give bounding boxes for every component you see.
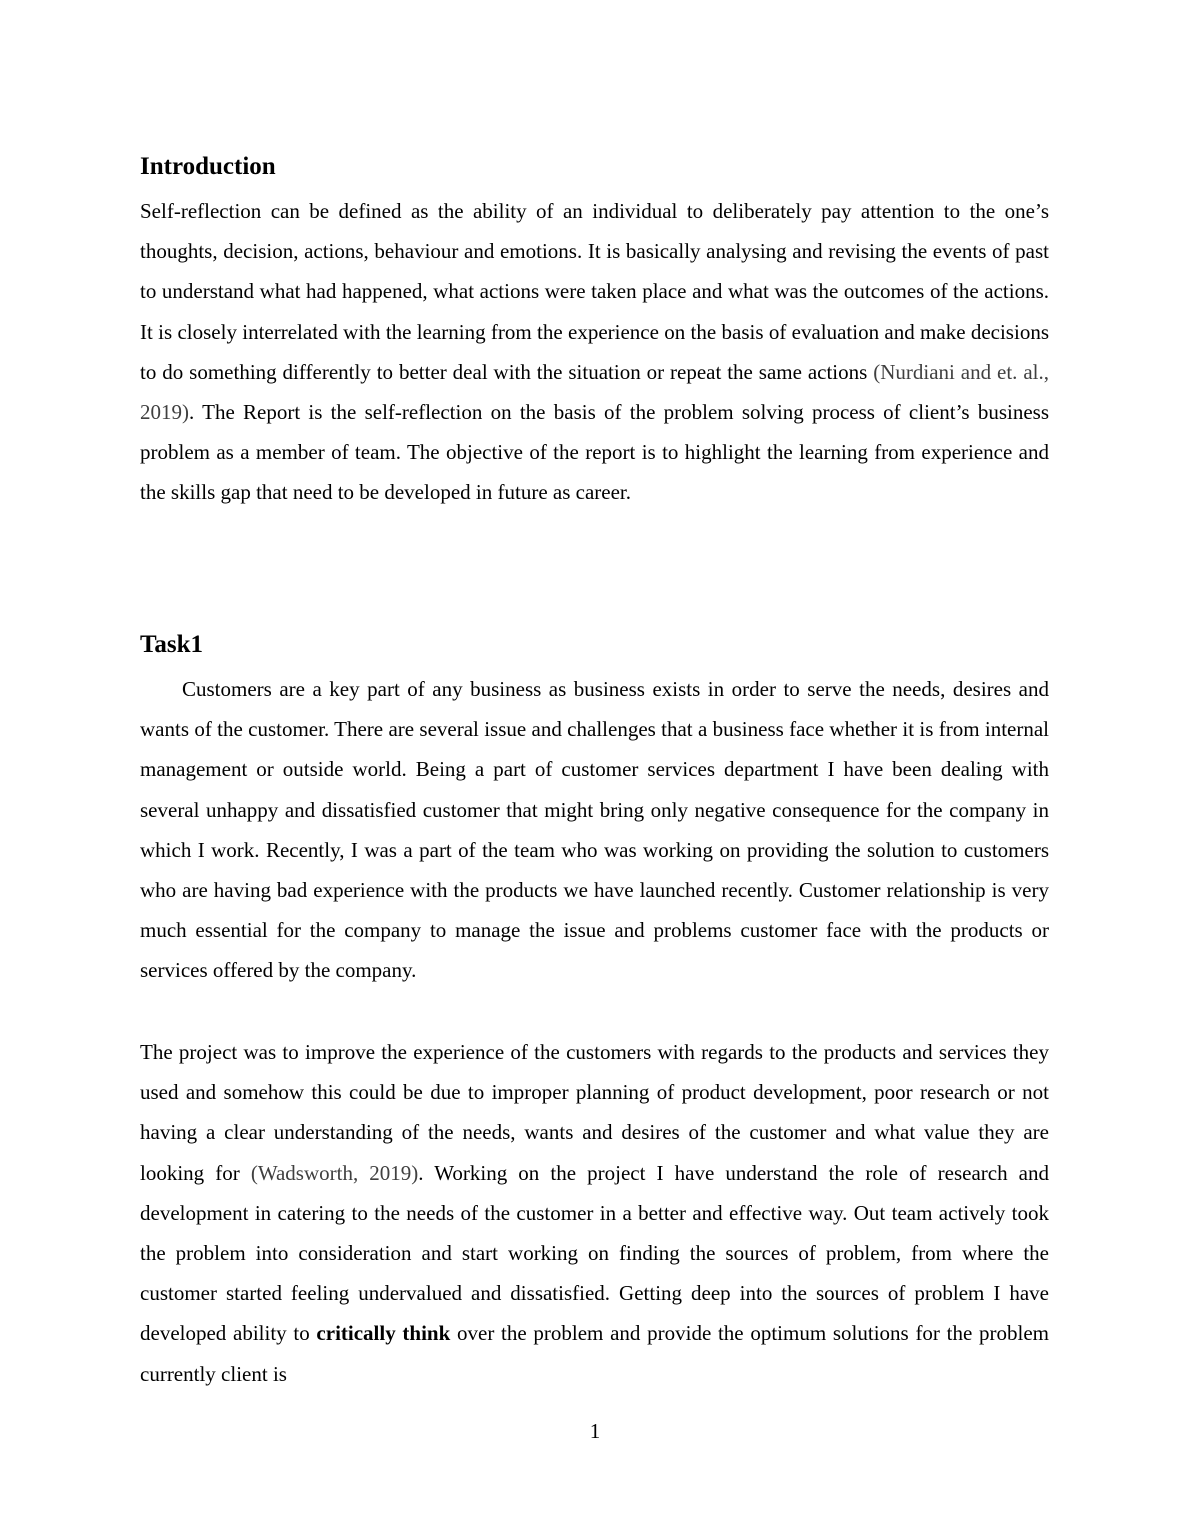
intro-text-end: . The Report is the self-reflection on the basis of the problem solving process of client’s business problem as a member of team. The objective of the report is to highlight the learning from experience and the skills gap that need to be developed in future as career. [140, 400, 1049, 505]
paragraph-task1-project [140, 1032, 1049, 1394]
paragraph-introduction [140, 191, 1049, 513]
citation-nurdiani: (Nurdiani and et. al., 2019) [140, 359, 1049, 425]
paragraph-task1-customers: Customers are a key part of any business as business exists in order to serve the needs, desires and wants of the customer. There are several issue and challenges that a business face whether it is from internal management or outside world. Being a part of customer services department I have been dealing with several unhappy and dissatisfied customer that might bring only negative consequence for the company in which I work. Recently, I was a part of the team who was working on providing the solution to customers who are having bad experience with the products we have launched recently. Customer relationship is very much essential for the company to manage the issue and problems customer face with the products or services offered by the company. [140, 677, 1049, 983]
project-text-end: over the problem and provide the optimum solutions for the problem currently client is [140, 1321, 1049, 1386]
project-text-start: The project was to improve the experience of the customers with regards to the products and services they used and somehow this could be due to improper planning of product development, poor research or not having a clear understanding of the needs, wants and desires of the customer and what value they are looking for [140, 1040, 1049, 1185]
citation-wadsworth: (Wadsworth, 2019) [250, 1160, 419, 1185]
page-number: 1 [589, 1419, 601, 1443]
project-text-mid: . Working on the project I have understand the role of research and development in catering to the needs of the customer in a better and effective way. Out team actively took the problem into consideration and start working on finding the sources of problem, from where the customer started feeling undervalued and dissatisfied. Getting deep into the sources of problem I have developed ability to [140, 1160, 1049, 1346]
heading-introduction: Introduction [140, 153, 276, 180]
intro-text-start: Self-reflection can be defined as the ability of an individual to deliberately pay attention to the one’s thoughts, decision, actions, behaviour and emotions. It is basically analysing and revising the events of past to understand what had happened, what actions were taken place and what was the outcomes of the actions. It is closely interrelated with the learning from the experience on the basis of evaluation and make decisions to do something differently to better deal with the situation or repeat the same actions [140, 199, 1049, 384]
heading-task1: Task1 [140, 631, 204, 658]
bold-critically-think: critically think [316, 1321, 451, 1346]
